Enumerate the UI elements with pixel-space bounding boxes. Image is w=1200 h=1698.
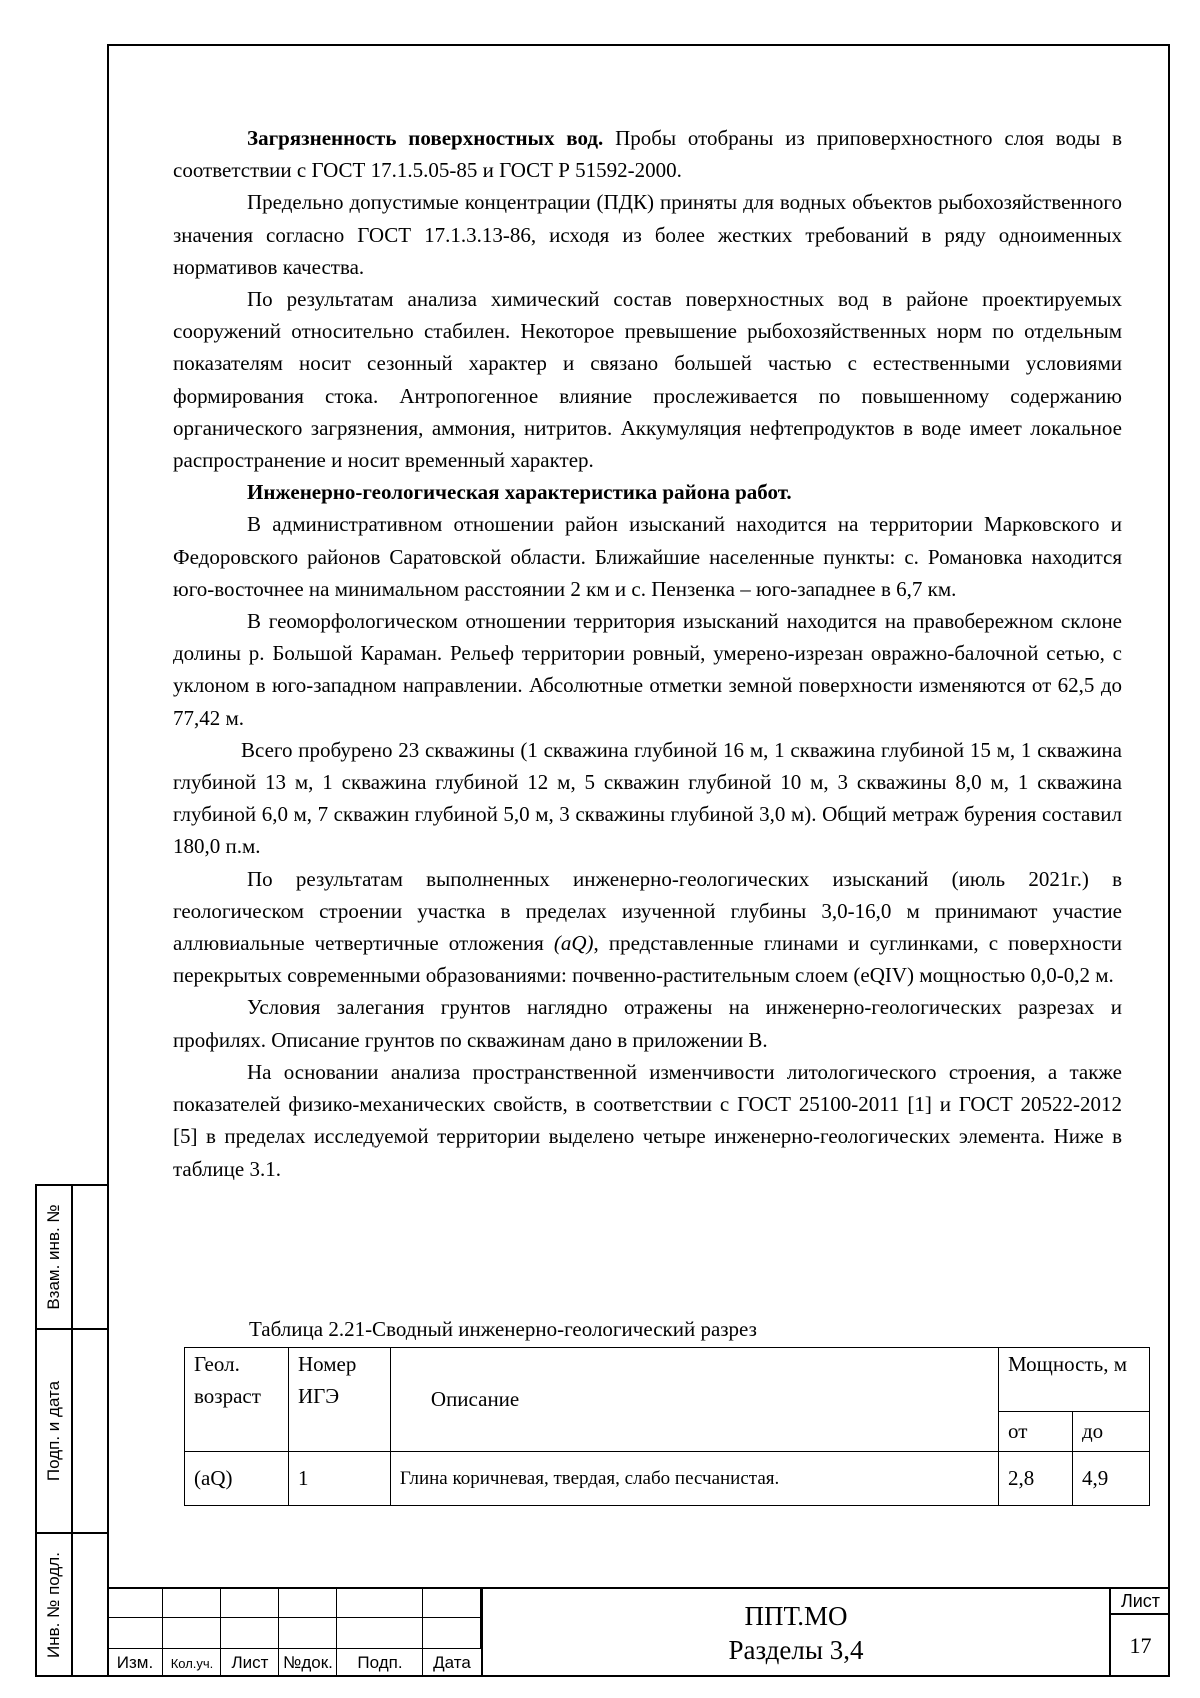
cell-description: Глина коричневая, твердая, слабо песчанистая. — [390, 1452, 998, 1506]
document-sections: Разделы 3,4 — [728, 1635, 864, 1665]
paragraph-geology-results-italic: (aQ) — [553, 931, 594, 956]
side-stamp-podp — [35, 1330, 107, 1534]
cell-to: 4,9 — [1073, 1452, 1150, 1506]
paragraph-geomorphology: В геоморфологическом отношении территория изысканий находится на правобережном склоне долины р. Большой Караман. Рельеф территории ровный, умерено-изрезан овражно-балочной сетью, с уклоном в юго-западном направлении. Абсолютные отметки земной поверхности изменяются от 62,5 до 77,42 м. — [173, 609, 1122, 730]
heading-engineering-geology: Инженерно-геологическая характеристика района работ. — [247, 480, 792, 505]
paragraph-surface-water-text: Пробы отобраны из приповерхностного слоя воды в соответствии с ГОСТ 17.1.5.05-85 и ГОСТ Р 51592-2000. — [173, 126, 1122, 183]
paragraph-surface-water — [173, 122, 1122, 186]
cell-age: (aQ) — [185, 1452, 289, 1506]
header-from: от — [999, 1412, 1073, 1452]
revision-grid — [107, 1587, 481, 1677]
side-stamp-inv — [35, 1534, 107, 1677]
stamp-kolvo: Кол.уч. — [170, 1655, 214, 1671]
sheet-number: 17 — [1129, 1633, 1152, 1658]
cell-from: 2,8 — [999, 1452, 1073, 1506]
header-description: Описание — [390, 1348, 998, 1452]
sheet-box — [1111, 1587, 1170, 1677]
header-thickness: Мощность, м — [999, 1348, 1150, 1412]
paragraph-administrative: В административном отношении район изысканий находится на территории Марковского и Федоровского районов Саратовской области. Ближайшие населенные пункты: с. Романовка находится юго-восточнее на минимальном расстоянии 2 км и с. Пензенка – юго-западнее в 6,7 км. — [173, 512, 1122, 601]
header-to: до — [1073, 1412, 1150, 1452]
side-label-inv: Инв. № подл. — [37, 1534, 73, 1675]
sheet-label: Лист — [1111, 1587, 1170, 1615]
paragraph-geology-results-a: По результатам выполненных инженерно-геологических изысканий (июль 2021г.) в геологическом строении участка в пределах изученной глубины 3,0-16,0 м принимают участие аллювиальные четвертичные отложения — [173, 866, 1122, 956]
header-ige-number: Номер ИГЭ — [288, 1348, 390, 1452]
header-geol-age: Геол. возраст — [185, 1348, 289, 1452]
cell-ige: 1 — [288, 1452, 390, 1506]
stamp-ndok: №док. — [283, 1653, 333, 1672]
stamp-data: Дата — [433, 1653, 471, 1672]
paragraph-chemical-composition: По результатам анализа химический состав поверхностных вод в районе проектируемых сооружений относительно стабилен. Некоторое превышение рыбохозяйственных норм по отдельным показателям носит сезонный характер и связано большей частью с естественными условиями формирования стока. Антропогенное влияние прослеживается по повышенному содержанию органического загрязнения, аммония, нитритов. Аккумуляция нефтепродуктов в воде имеет локальное распространение и носит временный характер. — [173, 287, 1122, 473]
table-caption: Таблица 2.21-Сводный инженерно-геологический разрез — [249, 1317, 757, 1341]
stamp-izm: Изм. — [116, 1653, 154, 1672]
side-label-vzam: Взам. инв. № — [37, 1186, 73, 1328]
paragraph-elements: На основании анализа пространственной изменчивости литологического строения, а также показателей физико-механических свойств, в соответствии с ГОСТ 25100-2011 [1] и ГОСТ 20522-2012 [5] в пределах исследуемой территории выделено четыре инженерно-геологических элемента. Ниже в таблице 3.1. — [173, 1059, 1122, 1181]
document-title — [481, 1587, 1111, 1677]
paragraph-mpc: Предельно допустимые концентрации (ПДК) приняты для водных объектов рыбохозяйственного значения согласно ГОСТ 17.1.3.13-86, исходя из более жестких требований в ряду одноименных нормативов качества. — [173, 190, 1122, 279]
document-code: ППТ.МО — [744, 1601, 848, 1631]
geology-table — [184, 1347, 1150, 1506]
title-block — [107, 1587, 1170, 1677]
side-stamp-vzam — [35, 1184, 107, 1330]
paragraph-drilling: Всего пробурено 23 скважины (1 скважина глубиной 16 м, 1 скважина глубиной 15 м, 1 скважина глубиной 13 м, 1 скважина глубиной 12 м, 5 скважин глубиной 10 м, 3 скважины 8,0 м, 1 скважина глубиной 6,0 м, 7 скважин глубиной 5,0 м, 3 скважины глубиной 3,0 м). Общий метраж бурения составил 180,0 п.м. — [173, 737, 1122, 859]
document-body — [173, 122, 1122, 1185]
paragraph-geology-results — [173, 863, 1122, 992]
stamp-podp: Подп. — [357, 1653, 403, 1672]
paragraph-conditions: Условия залегания грунтов наглядно отражены на инженерно-геологических разрезах и профилях. Описание грунтов по скважинам дано в приложении В. — [173, 995, 1122, 1052]
stamp-list: Лист — [231, 1653, 269, 1672]
heading-surface-water: Загрязненность поверхностных вод. — [247, 126, 604, 150]
paragraph-geology-results-b: , представленные глинами и суглинками, с поверхности перекрытых современными образованиями: почвенно-растительным слоем (eQIV) мощностью 0,0-0,2 м. — [173, 931, 1122, 988]
side-label-podp: Подп. и дата — [37, 1330, 73, 1532]
